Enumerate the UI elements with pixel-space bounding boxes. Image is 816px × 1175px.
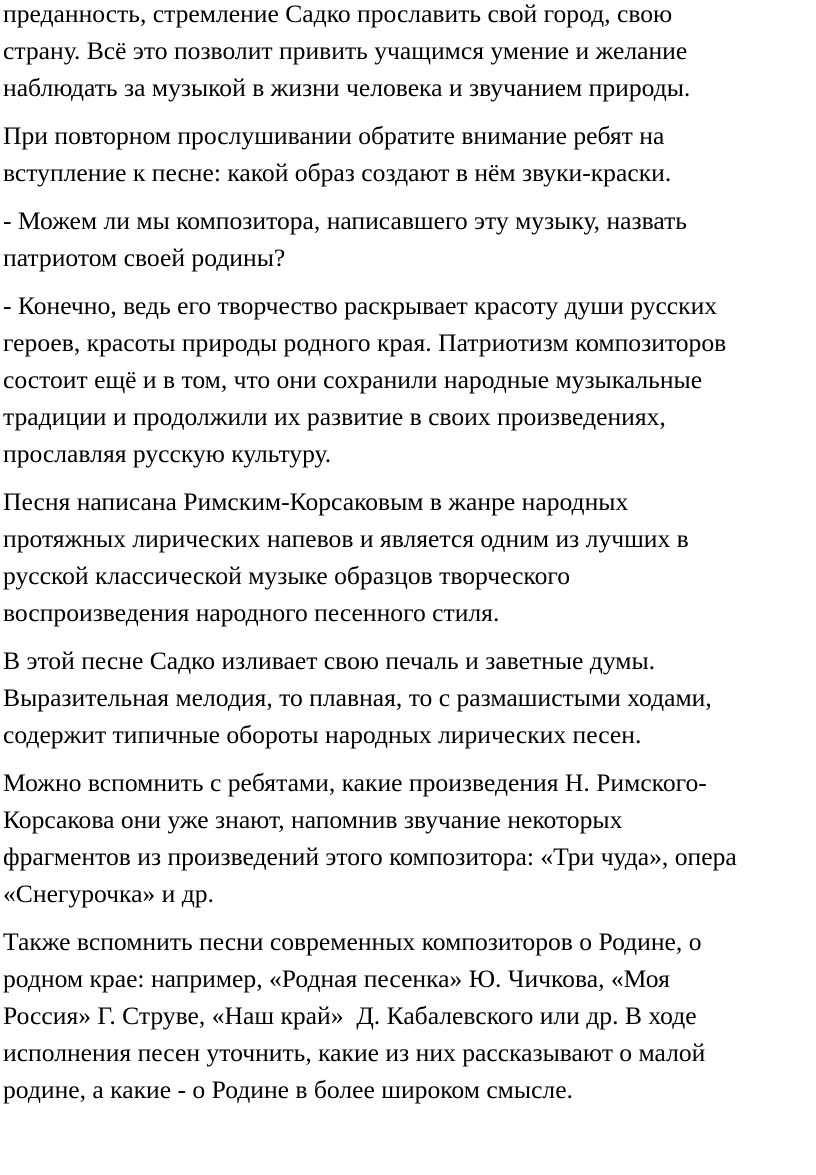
paragraph-modern-songs: Также вспомнить песни современных композиторов о Родине, о родном крае: например, «Родная песенка» Ю. Чичкова, «Моя Россия» Г. Струве, «Наш край» Д. Кабалевского или др. В ходе исполнения песен уточнить, какие из них рассказывают о малой родине, а какие - о Родине в более широком смысле.	[3, 927, 706, 1104]
paragraph-question: - Можем ли мы композитора, написавшего эту музыку, назвать патриотом своей родины?	[3, 206, 687, 272]
document-page	[3, 0, 811, 1119]
paragraph-melody: В этой песне Садко изливает свою печаль и заветные думы. Выразительная мелодия, то плавная, то с размашистыми ходами, содержит типичные обороты народных лирических песен.	[3, 646, 712, 749]
paragraph-rimsky-works: Можно вспомнить с ребятами, какие произведения Н. Римского- Корсакова они уже знают, напомнив звучание некоторых фрагментов из произведений этого композитора: «Три чуда», опера «Снегурочка» и др.	[3, 768, 737, 908]
paragraph-song-genre: Песня написана Римским-Корсаковым в жанре народных протяжных лирических напевов и является одним из лучших в русской классической музыке образцов творческого воспроизведения народного песенного стиля.	[3, 487, 689, 627]
paragraph-second-listening: При повторном прослушивании обратите внимание ребят на вступление к песне: какой образ создают в нём звуки-краски.	[3, 121, 672, 187]
paragraph-answer: - Конечно, ведь его творчество раскрывает красоту души русских героев, красоты природы родного края. Патриотизм композиторов состоит ещё и в том, что они сохранили народные музыкальные традиции и продолжили их развитие в своих произведениях, прославляя русскую культуру.	[3, 291, 727, 468]
paragraph-sadko-patriotism: преданность, стремление Садко прославить свой город, свою страну. Всё это позволит привить учащимся умение и желание наблюдать за музыкой в жизни человека и звучанием природы.	[3, 0, 691, 102]
